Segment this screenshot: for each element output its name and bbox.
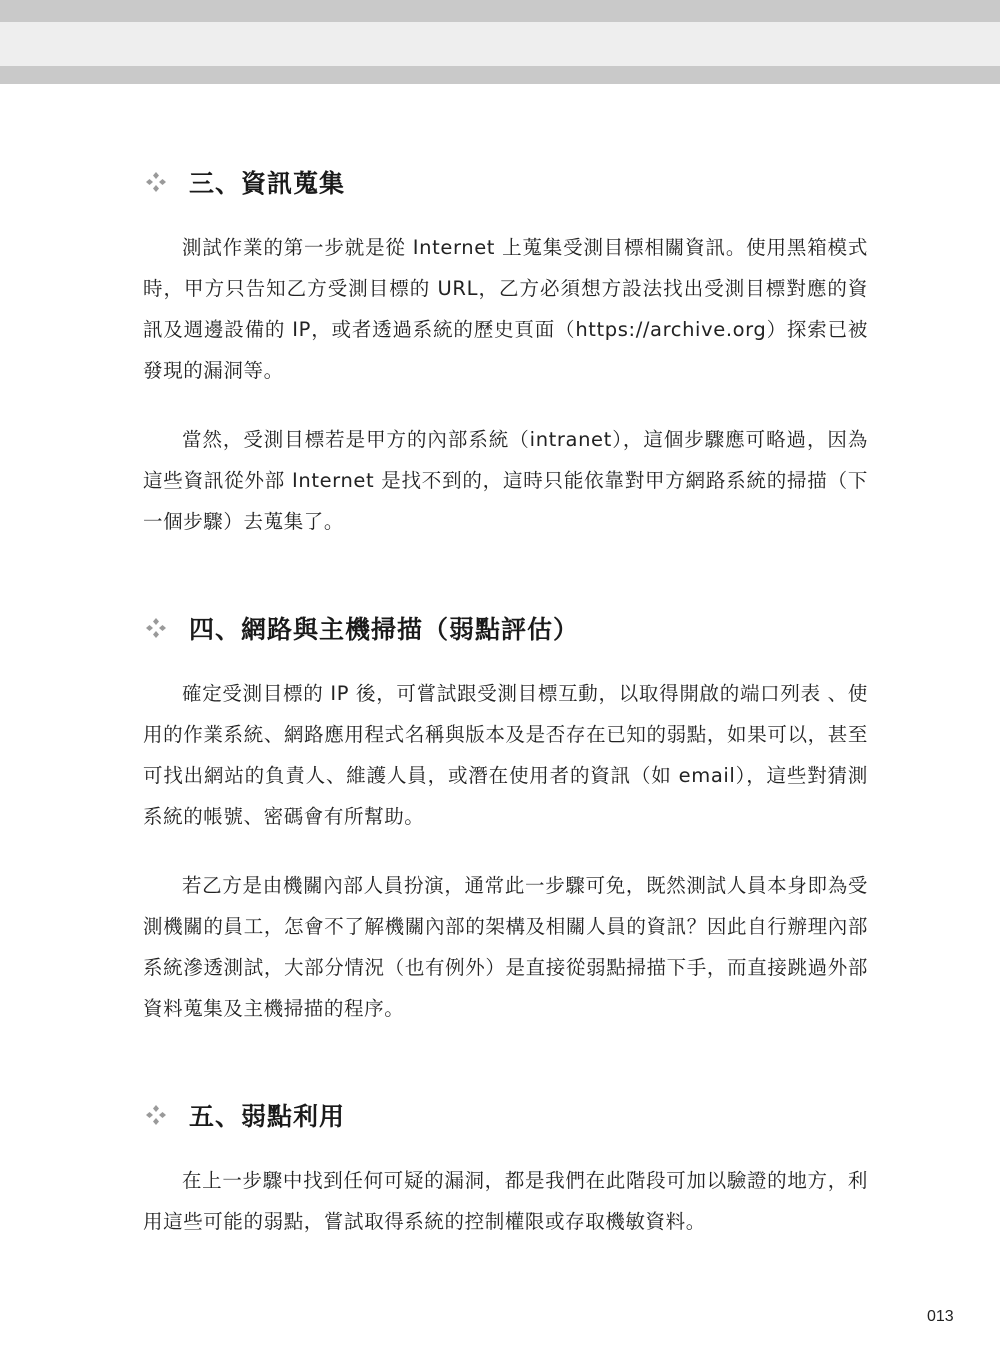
paragraph: 在上一步驟中找到任何可疑的漏洞，都是我們在此階段可加以驗證的地方，利用這些可能的弱點，嘗試取得系統的控制權限或存取機敏資料。	[143, 1169, 868, 1233]
paragraph: 確定受測目標的 IP 後，可嘗試跟受測目標互動，以取得開啟的端口列表 、使用的作業系統、網路應用程式名稱與版本及是否存在已知的弱點，如果可以，甚至可找出網站的負責人、維護人員，或潛在使用者的資訊（如 email），這些對猜測系統的帳號、密碼會有所幫助。	[143, 682, 868, 828]
diamond-ornament-icon	[145, 1104, 167, 1126]
paragraph: 若乙方是由機關內部人員扮演，通常此一步驟可免，既然測試人員本身即為受測機關的員工，怎會不了解機關內部的架構及相關人員的資訊？因此自行辦理內部系統滲透測試，大部分情況（也有例外）是直接從弱點掃描下手，而直接跳過外部資料蒐集及主機掃描的程序。	[143, 874, 868, 1020]
page-content	[143, 160, 868, 1242]
section-heading	[143, 1093, 868, 1137]
header-band-middle	[0, 22, 1000, 66]
paragraph: 測試作業的第一步就是從 Internet 上蒐集受測目標相關資訊。使用黑箱模式時，甲方只告知乙方受測目標的 URL，乙方必須想方設法找出受測目標對應的資訊及週邊設備的 IP，或者透過系統的歷史頁面（https://archive.org）探索已被發現的漏洞等。	[143, 236, 868, 382]
page-number: 013	[927, 1308, 954, 1325]
diamond-ornament-icon	[145, 617, 167, 639]
section-title: 三、資訊蒐集	[189, 169, 346, 198]
header-band-bottom	[0, 66, 1000, 84]
diamond-ornament-icon	[145, 171, 167, 193]
section-title: 四、網路與主機掃描（弱點評估）	[189, 615, 580, 644]
header-band-top	[0, 0, 1000, 22]
paragraph: 當然，受測目標若是甲方的內部系統（intranet），這個步驟應可略過，因為這些資訊從外部 Internet 是找不到的，這時只能依靠對甲方網路系統的掃描（下一個步驟）去蒐集了。	[143, 428, 868, 533]
section-title: 五、弱點利用	[189, 1102, 346, 1131]
section-heading	[143, 606, 868, 650]
section-heading	[143, 160, 868, 204]
